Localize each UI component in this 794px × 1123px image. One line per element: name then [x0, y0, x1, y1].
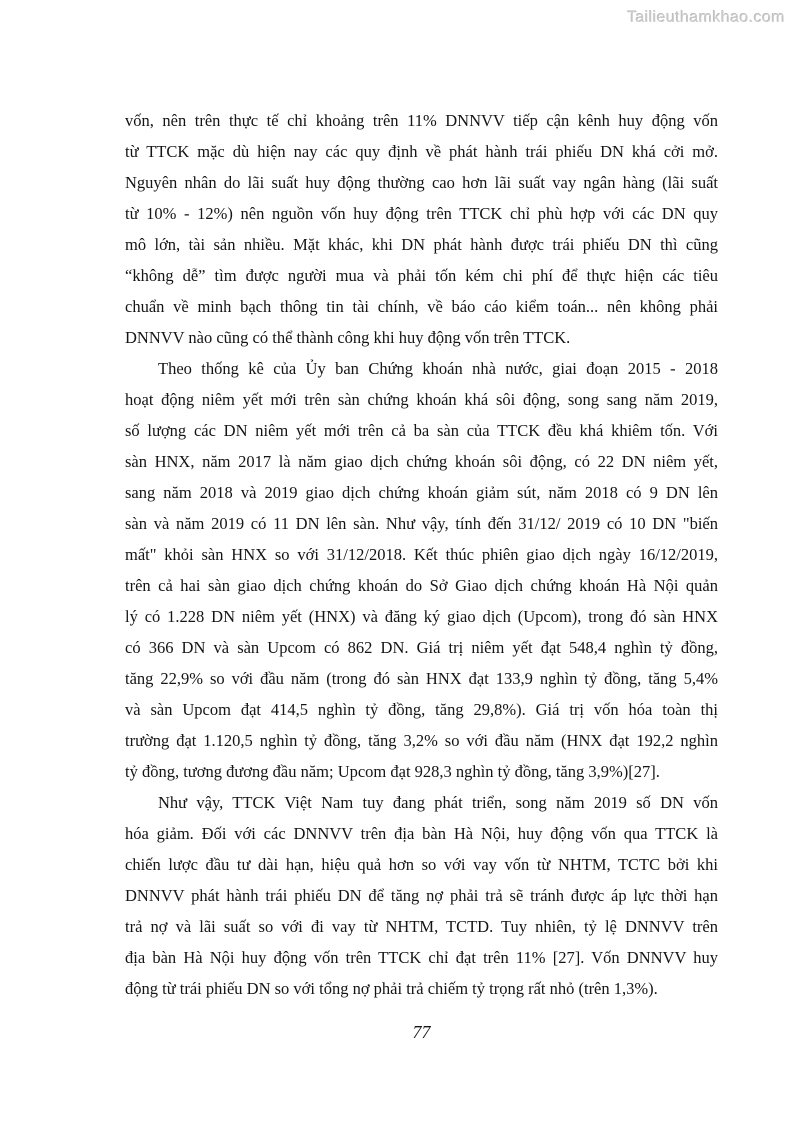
paragraph: [125, 105, 718, 353]
text-line: số lượng các DN niêm yết mới trên cả ba sàn của TTCK đều khá khiêm tốn. Với: [125, 421, 718, 440]
text-line: “không dễ” tìm được người mua và phải tốn kém chi phí để thực hiện các tiêu: [125, 266, 718, 285]
text-line: có 366 DN và sàn Upcom có 862 DN. Giá trị niêm yết đạt 548,4 nghìn tỷ đồng,: [125, 638, 718, 657]
text-line: trả nợ và lãi suất so với đi vay từ NHTM, TCTD. Tuy nhiên, tỷ lệ DNNVV trên: [125, 917, 718, 936]
paragraph: [125, 787, 718, 1004]
page-number: 77: [412, 1022, 431, 1042]
text-line: mô lớn, tài sản nhiều. Mặt khác, khi DN phát hành được trái phiếu DN thì cũng: [125, 235, 718, 254]
text-line: sàn và năm 2019 có 11 DN lên sàn. Như vậy, tính đến 31/12/ 2019 có 10 DN "biến: [125, 514, 718, 533]
text-line: Theo thống kê của Ủy ban Chứng khoán nhà nước, giai đoạn 2015 - 2018: [158, 359, 718, 378]
watermark-text: Tailieuthamkhao.com: [627, 9, 785, 26]
text-line: vốn, nên trên thực tế chỉ khoảng trên 11% DNNVV tiếp cận kênh huy động vốn: [125, 111, 718, 130]
text-line: DNNVV nào cũng có thể thành công khi huy động vốn trên TTCK.: [125, 328, 571, 347]
text-line: động từ trái phiếu DN so với tổng nợ phải trả chiếm tỷ trọng rất nhỏ (trên 1,3%).: [125, 979, 658, 998]
text-line: mất" khỏi sàn HNX so với 31/12/2018. Kết thúc phiên giao dịch ngày 16/12/2019,: [125, 545, 718, 564]
text-line: và sàn Upcom đạt 414,5 nghìn tỷ đồng, tăng 29,8%). Giá trị vốn hóa toàn thị: [125, 700, 718, 719]
text-line: tăng 22,9% so với đầu năm (trong đó sàn HNX đạt 133,9 nghìn tỷ đồng, tăng 5,4%: [125, 669, 718, 688]
text-line: DNNVV phát hành trái phiếu DN để tăng nợ phải trả sẽ tránh được áp lực thời hạn: [125, 886, 718, 905]
text-line: chuẩn về minh bạch thông tin tài chính, về báo cáo kiểm toán... nên không phải: [125, 297, 718, 316]
text-line: sàn HNX, năm 2017 là năm giao dịch chứng khoán sôi động, có 22 DN niêm yết,: [125, 452, 718, 471]
text-line: hóa giảm. Đối với các DNNVV trên địa bàn Hà Nội, huy động vốn qua TTCK là: [125, 824, 718, 843]
text-line: lý có 1.228 DN niêm yết (HNX) và đăng ký giao dịch (Upcom), trong đó sàn HNX: [125, 607, 718, 626]
text-line: sang năm 2018 và 2019 giao dịch chứng khoán giảm sút, năm 2018 có 9 DN lên: [125, 483, 718, 502]
text-line: trên cả hai sàn giao dịch chứng khoán do Sở Giao dịch chứng khoán Hà Nội quản: [125, 576, 718, 595]
text-line: từ 10% - 12%) nên nguồn vốn huy động trên TTCK chỉ phù hợp với các DN quy: [125, 204, 718, 223]
text-line: địa bàn Hà Nội huy động vốn trên TTCK chỉ đạt trên 11% [27]. Vốn DNNVV huy: [125, 948, 718, 967]
text-line: Nguyên nhân do lãi suất huy động thường cao hơn lãi suất vay ngân hàng (lãi suất: [125, 173, 718, 192]
text-line: tỷ đồng, tương đương đầu năm; Upcom đạt 928,3 nghìn tỷ đồng, tăng 3,9%)[27].: [125, 762, 660, 781]
text-line: hoạt động niêm yết mới trên sàn chứng khoán khá sôi động, song sang năm 2019,: [125, 390, 718, 409]
text-line: Như vậy, TTCK Việt Nam tuy đang phát triển, song năm 2019 số DN vốn: [158, 793, 718, 812]
text-line: chiến lược đầu tư dài hạn, hiệu quả hơn so với vay vốn từ NHTM, TCTC bởi khi: [125, 855, 718, 874]
text-line: trường đạt 1.120,5 nghìn tỷ đồng, tăng 3,2% so với đầu năm (HNX đạt 192,2 nghìn: [125, 731, 718, 750]
document-body: [125, 105, 718, 1004]
paragraph: [125, 353, 718, 787]
text-line: từ TTCK mặc dù hiện nay các quy định về phát hành trái phiếu DN khá cởi mở.: [125, 142, 718, 161]
